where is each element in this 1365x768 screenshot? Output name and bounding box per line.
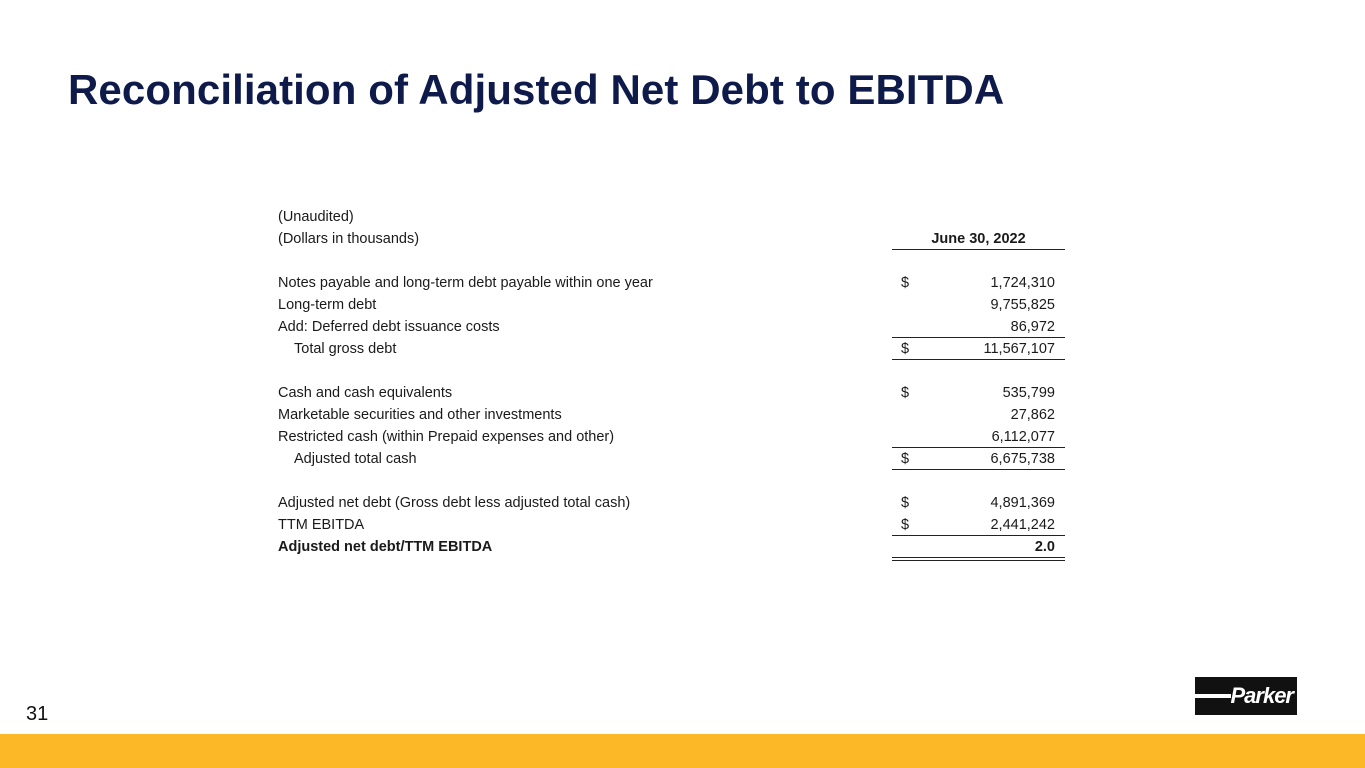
row-amount: 1,724,310 bbox=[990, 275, 1055, 291]
row-amount: 6,675,738 bbox=[990, 451, 1055, 467]
row-label: Long-term debt bbox=[278, 297, 377, 313]
row-label: Adjusted net debt (Gross debt less adjusted total cash) bbox=[278, 495, 631, 511]
table-header-unaudited bbox=[278, 206, 1065, 228]
table-row-subtotal bbox=[278, 448, 1065, 470]
row-label: Restricted cash (within Prepaid expenses and other) bbox=[278, 429, 615, 445]
spacer bbox=[278, 360, 1065, 382]
table-row bbox=[278, 316, 1065, 338]
row-label: Marketable securities and other investments bbox=[278, 407, 562, 423]
row-currency: $ bbox=[901, 495, 910, 511]
row-label: Adjusted net debt/TTM EBITDA bbox=[278, 539, 493, 555]
row-amount: 2,441,242 bbox=[990, 517, 1055, 533]
row-label: Total gross debt bbox=[294, 341, 397, 357]
table-row bbox=[278, 294, 1065, 316]
table-row bbox=[278, 272, 1065, 294]
logo-text: Parker bbox=[1230, 683, 1293, 708]
table-row bbox=[278, 492, 1065, 514]
table-row-subtotal bbox=[278, 338, 1065, 360]
table-row bbox=[278, 382, 1065, 404]
row-amount: 9,755,825 bbox=[990, 297, 1055, 313]
table-row bbox=[278, 514, 1065, 536]
row-label: Cash and cash equivalents bbox=[278, 385, 453, 401]
reconciliation-table bbox=[278, 206, 1065, 558]
row-currency: $ bbox=[901, 341, 910, 357]
table-row bbox=[278, 426, 1065, 448]
row-currency: $ bbox=[901, 385, 910, 401]
row-currency: $ bbox=[901, 275, 910, 291]
row-amount: 6,112,077 bbox=[991, 429, 1055, 445]
row-label: TTM EBITDA bbox=[278, 517, 365, 533]
row-label: Adjusted total cash bbox=[294, 451, 417, 467]
column-header-date: June 30, 2022 bbox=[892, 228, 1065, 250]
row-currency: $ bbox=[901, 517, 910, 533]
row-amount: 27,862 bbox=[1010, 407, 1055, 423]
row-amount: 535,799 bbox=[1002, 385, 1055, 401]
spacer bbox=[278, 470, 1065, 492]
row-label: Notes payable and long-term debt payable within one year bbox=[278, 275, 653, 291]
spacer bbox=[278, 250, 1065, 272]
unaudited-label: (Unaudited) bbox=[278, 209, 354, 225]
page-number: 31 bbox=[26, 703, 49, 725]
row-currency: $ bbox=[901, 451, 910, 467]
table-row-final bbox=[278, 536, 1065, 558]
slide-title: Reconciliation of Adjusted Net Debt to EBITDA bbox=[68, 66, 1005, 113]
table-header-units bbox=[278, 228, 1065, 250]
row-amount: 11,567,107 bbox=[983, 341, 1055, 357]
footer-accent-bar bbox=[0, 734, 1365, 768]
double-total-rule bbox=[892, 557, 1065, 561]
logo-bar-icon bbox=[1195, 694, 1231, 698]
row-amount: 86,972 bbox=[1010, 319, 1055, 335]
row-amount: 2.0 bbox=[1034, 539, 1055, 555]
row-amount: 4,891,369 bbox=[990, 495, 1055, 511]
table-row bbox=[278, 404, 1065, 426]
units-label: (Dollars in thousands) bbox=[278, 231, 420, 247]
parker-logo bbox=[1195, 677, 1297, 715]
row-label: Add: Deferred debt issuance costs bbox=[278, 319, 500, 335]
